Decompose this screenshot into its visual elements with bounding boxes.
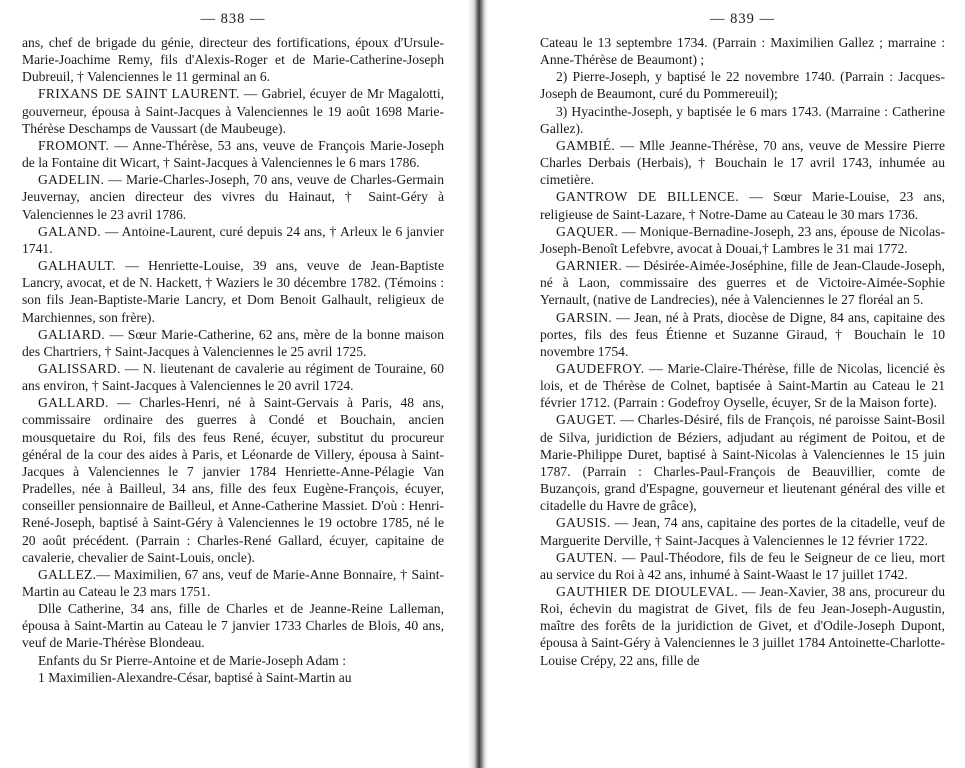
register-entry	[22, 669, 444, 686]
register-entry	[540, 549, 945, 583]
entry-text: Cateau le 13 septembre 1734. (Parrain : Maximilien Gallez ; marraine : Anne-Thérèse de Beaumont) ;	[540, 35, 945, 68]
entry-surname: GAMBIÉ.	[556, 137, 616, 153]
register-entry	[540, 103, 945, 137]
page-number: — 838 —	[200, 11, 266, 27]
entry-surname: GAUTEN.	[556, 549, 618, 565]
entry-text: — Gabriel, écuyer de Mr Magalotti, gouverneur, épousa à Saint-Jacques à Valenciennes le 19 août 1698 Marie-Thérèse Deschamps de Vaussart (de Maubeuge).	[22, 86, 444, 136]
entry-text: — Paul-Théodore, fils de feu le Seigneur de ce lieu, mort au service du Roi à 42 ans, inhumé à Saint-Waast le 17 juillet 1742.	[540, 549, 945, 582]
entry-surname: GALLARD.	[38, 395, 109, 411]
entry-text: — Anne-Thérèse, 53 ans, veuve de François Marie-Joseph de la Fontaine dit Wicart, † Saint-Jacques à Valenciennes le 6 mars 1786.	[22, 137, 444, 171]
register-entry	[540, 34, 945, 68]
register-entry	[22, 326, 444, 360]
entry-surname: GAUGET.	[556, 412, 617, 428]
entry-text: ans, chef de brigade du génie, directeur des fortifications, époux d'Ursule-Marie-Joachime Remy, fils d'Alexis-Roger et de Marie-Catherine-Joseph Dubreuil, † Valenciennes le 11 germinal an 6.	[22, 35, 444, 85]
register-entry	[540, 514, 945, 548]
entry-surname: FRIXANS DE SAINT LAURENT.	[38, 86, 240, 102]
entry-text: 1 Maximilien-Alexandre-César, baptisé à Saint-Martin au	[38, 669, 352, 685]
entry-text: — Sœur Marie-Catherine, 62 ans, mère de la bonne maison des Chartriers, † Saint-Jacques à Valenciennes le 25 avril 1725.	[22, 326, 444, 359]
register-entry	[540, 309, 945, 360]
register-entry	[22, 34, 444, 85]
entry-surname: GANTROW DE BILLENCE.	[556, 189, 739, 205]
entry-text: — Charles-Henri, né à Saint-Gervais à Paris, 48 ans, commissaire ordinaire des guerres à Condé et Bouchain, ancien mousquetaire du Roi, fils des feus René, écuyer, substitut du procureur général de la cour des aides à Paris, et Léonarde de Villery, épousa à Saint-Jacques à Valenciennes le 7 janvier 1784 Henriette-Anne-Pélagie Van Pradelles, née à Bailleul, 34 ans, fille des feux Eugène-François, écuyer, conseiller pensionnaire de Bailleul, et Anne-Catherine Massiet. D'où : Henri-René-Joseph, baptisé à Saint-Géry à Valenciennes le 19 octobre 1785, né le 20 août précédent. (Parrain : Charles-René Gallard, écuyer, capitaine de cavalerie, chevalier de Saint-Louis, oncle).	[22, 395, 444, 565]
register-entry	[22, 360, 444, 394]
register-entry	[22, 394, 444, 566]
entry-text: — Marie-Claire-Thérèse, fille de Nicolas, licencié ès lois, et de Thérèse de Colnet, baptisée à Saint-Martin au Cateau le 21 février 1712. (Parrain : Godefroy Oyselle, écuyer, Sr de la Maison forte).	[540, 360, 945, 411]
register-entry	[540, 257, 945, 308]
register-entry	[22, 171, 444, 222]
entry-surname: GAUSIS.	[556, 515, 611, 531]
register-entry	[22, 137, 444, 171]
entry-surname: GAUDEFROY.	[556, 360, 645, 376]
entries-column	[540, 34, 945, 669]
register-entry	[540, 68, 945, 102]
entry-text: — Jean-Xavier, 38 ans, procureur du Roi, échevin du magistrat de Givet, fils de feu Jean-Joseph-Augustin, maître des forêts de la juridiction de Givet, et d'Odile-Joseph Dupont, épousa à Saint-Géry à Valenciennes le 3 juillet 1784 Antoinette-Charlotte-Louise Crépy, 22 ans, fille de	[540, 584, 946, 668]
entry-text: Dlle Catherine, 34 ans, fille de Charles et de Jeanne-Reine Lalleman, épousa à Saint-Martin au Cateau le 7 janvier 1733 Charles de Blois, 40 ans, veuf de Marie-Thérèse Blondeau.	[22, 601, 444, 651]
register-entry	[22, 85, 444, 136]
entry-text: Enfants du Sr Pierre-Antoine et de Marie-Joseph Adam :	[38, 652, 347, 668]
entry-text: — Monique-Bernadine-Joseph, 23 ans, épouse de Nicolas-Joseph-Benoît Lefebvre, avocat à Douai,† Lambres le 31 mai 1772.	[540, 223, 945, 256]
entry-surname: GALIARD.	[38, 326, 105, 342]
entry-text: — Jean, 74 ans, capitaine des portes de la citadelle, veuf de Marguerite Derville, † Saint-Jacques à Valenciennes le 12 février 1722.	[540, 515, 945, 548]
register-entry	[540, 360, 945, 411]
book-gutter	[468, 0, 488, 768]
entry-surname: GAUTHIER DE DIOULEVAL.	[556, 584, 739, 599]
register-entry	[540, 583, 945, 669]
entry-text: — Antoine-Laurent, curé depuis 24 ans, † Arleux le 6 janvier 1741.	[22, 223, 444, 256]
entry-text: 3) Hyacinthe-Joseph, y baptisée le 6 mars 1743. (Marraine : Catherine Gallez).	[540, 103, 945, 136]
entry-text: — N. lieutenant de cavalerie au régiment de Touraine, 60 ans environ, † Saint-Jacques à Valenciennes le 20 avril 1724.	[22, 360, 444, 394]
entry-surname: GARNIER.	[556, 258, 623, 274]
register-entry	[540, 223, 945, 257]
entry-surname: GALAND.	[38, 223, 101, 239]
entry-surname: GALHAULT.	[38, 258, 116, 274]
entry-surname: GAQUER.	[556, 223, 619, 239]
register-entry	[22, 257, 444, 326]
register-entry	[22, 566, 444, 600]
right-page	[488, 0, 965, 768]
entries-column	[22, 34, 444, 686]
entry-text: — Henriette-Louise, 39 ans, veuve de Jean-Baptiste Lancry, avocat, et de N. Hackett, † Waziers le 30 décembre 1782. (Témoins : son fils Jean-Baptiste-Marie Lancry, et Dom Benoit Galhault, religieux de Marchiennes, son frère).	[22, 258, 444, 325]
entry-surname: FROMONT.	[38, 137, 110, 153]
register-entry	[540, 411, 945, 514]
entry-text: — Charles-Désiré, fils de François, né paroisse Saint-Bosil de Silva, juridiction de Béziers, adjudant au régiment de Poitou, et de Marie-Philippe Duret, baptisé à Saint-Nicolas à Valenciennes le 15 juin 1787. (Parrain : Charles-Paul-François de Beauvillier, comte de Buzançois, grand d'Espagne, gouverneur et lieutenant général des ville et citadelle du Havre de grâce),	[540, 412, 945, 514]
register-entry	[540, 188, 945, 222]
entry-surname: GALISSARD.	[38, 360, 121, 376]
page-number: — 839 —	[710, 11, 775, 27]
register-entry	[22, 223, 444, 257]
entry-surname: GARSIN.	[556, 309, 613, 325]
register-entry	[22, 600, 444, 651]
entry-text: — Désirée-Aimée-Joséphine, fille de Jean-Claude-Joseph, né à Laon, commissaire des guerres et de Victoire-Aimée-Sophie Yernault, (native de Landrecies), née à Valenciennes le 27 floréal an 5.	[540, 258, 945, 308]
entry-text: — Mlle Jeanne-Thérèse, 70 ans, veuve de Messire Pierre Charles Derbais (Herbais), † Bouchain le 17 avril 1743, inhumée au cimetière.	[540, 137, 945, 188]
register-entry	[22, 652, 444, 669]
entry-text: — Jean, né à Prats, diocèse de Digne, 84 ans, capitaine des portes, fils des feus Étienne et Suzanne Giraud, † Bouchain le 10 novembre 1754.	[540, 309, 945, 359]
entry-text: — Sœur Marie-Louise, 23 ans, religieuse de Saint-Lazare, † Notre-Dame au Cateau le 30 mars 1736.	[540, 189, 946, 222]
entry-surname: GADELIN.	[38, 172, 105, 188]
entry-surname: GALLEZ.	[38, 566, 97, 582]
entry-text: 2) Pierre-Joseph, y baptisé le 22 novembre 1740. (Parrain : Jacques-Joseph de Beaumont, curé du Pommereuil);	[540, 69, 945, 102]
entry-text: — Marie-Charles-Joseph, 70 ans, veuve de Charles-Germain Jeuvernay, ancien directeur des vivres du Hainaut, † Saint-Géry à Valenciennes le 23 avril 1786.	[22, 172, 444, 222]
register-entry	[540, 137, 945, 188]
entry-text: — Maximilien, 67 ans, veuf de Marie-Anne Bonnaire, † Saint-Martin au Cateau le 23 mars 1751.	[22, 566, 444, 599]
left-page	[0, 0, 468, 768]
